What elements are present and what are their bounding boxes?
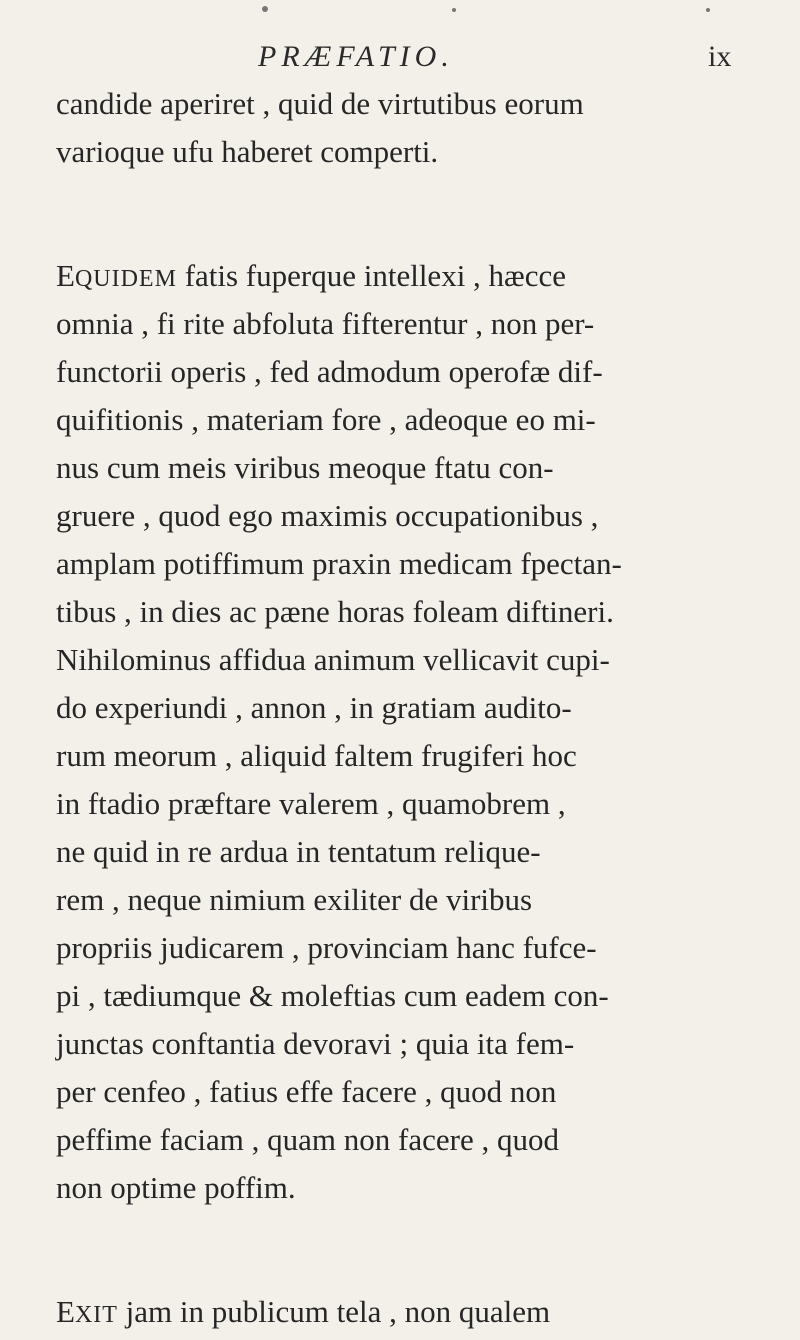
paragraph-1 — [56, 80, 796, 176]
text-line — [56, 1288, 796, 1336]
text-line: quifitionis , materiam fore , adeoque eo mi- — [56, 402, 596, 437]
running-title: PRÆFATIO. — [258, 40, 454, 73]
page-number: ix — [708, 40, 732, 73]
paragraph-2 — [56, 252, 796, 1212]
lead-smallcaps: XIT — [74, 1302, 118, 1328]
text-line: in ftadio præftare valerem , quamobrem , — [56, 786, 566, 821]
text-line: candide aperiret , quid de virtutibus eorum — [56, 86, 584, 121]
text-line: non optime poffim. — [56, 1170, 296, 1205]
text-line: varioque ufu haberet comperti. — [56, 134, 439, 169]
text-line: peffime faciam , quam non facere , quod — [56, 1122, 559, 1157]
paragraph-gap — [56, 1212, 796, 1288]
lead-initial: E — [56, 258, 75, 293]
ink-speck — [262, 6, 268, 12]
text-line: amplam potiffimum praxin medicam fpectan- — [56, 546, 622, 581]
text-line: nus cum meis viribus meoque ftatu con- — [56, 450, 554, 485]
lead-initial: E — [56, 1294, 75, 1329]
body-text — [56, 80, 796, 1336]
text-line: propriis judicarem , provinciam hanc fufce- — [56, 930, 597, 965]
text-line: do experiundi , annon , in gratiam audito- — [56, 690, 572, 725]
ink-speck — [706, 8, 710, 12]
text-line: gruere , quod ego maximis occupationibus , — [56, 498, 599, 533]
lead-smallcaps: QUIDEM — [74, 266, 177, 292]
page-header — [0, 40, 800, 84]
text-line — [56, 252, 796, 300]
text-line: functorii operis , fed admodum operofæ dif- — [56, 354, 603, 389]
text-line: rem , neque nimium exiliter de viribus — [56, 882, 533, 917]
text-line: tibus , in dies ac pæne horas foleam diftineri. — [56, 594, 614, 629]
text-line: per cenfeo , fatius effe facere , quod non — [56, 1074, 557, 1109]
text-line: pi , tædiumque & moleftias cum eadem con- — [56, 978, 609, 1013]
line-rest: fatis fuperque intellexi , hæcce — [176, 258, 567, 293]
text-line: omnia , fi rite abfoluta fifterentur , non per- — [56, 306, 595, 341]
text-line: ne quid in re ardua in tentatum relique- — [56, 834, 541, 869]
paragraph-gap — [56, 176, 796, 252]
line-rest: jam in publicum tela , non qualem — [117, 1294, 551, 1329]
text-line: junctas conftantia devoravi ; quia ita fem- — [56, 1026, 575, 1061]
paragraph-3 — [56, 1288, 796, 1336]
text-line: rum meorum , aliquid faltem frugiferi hoc — [56, 738, 577, 773]
text-line: Nihilominus affidua animum vellicavit cupi- — [56, 642, 610, 677]
ink-speck — [452, 8, 456, 12]
